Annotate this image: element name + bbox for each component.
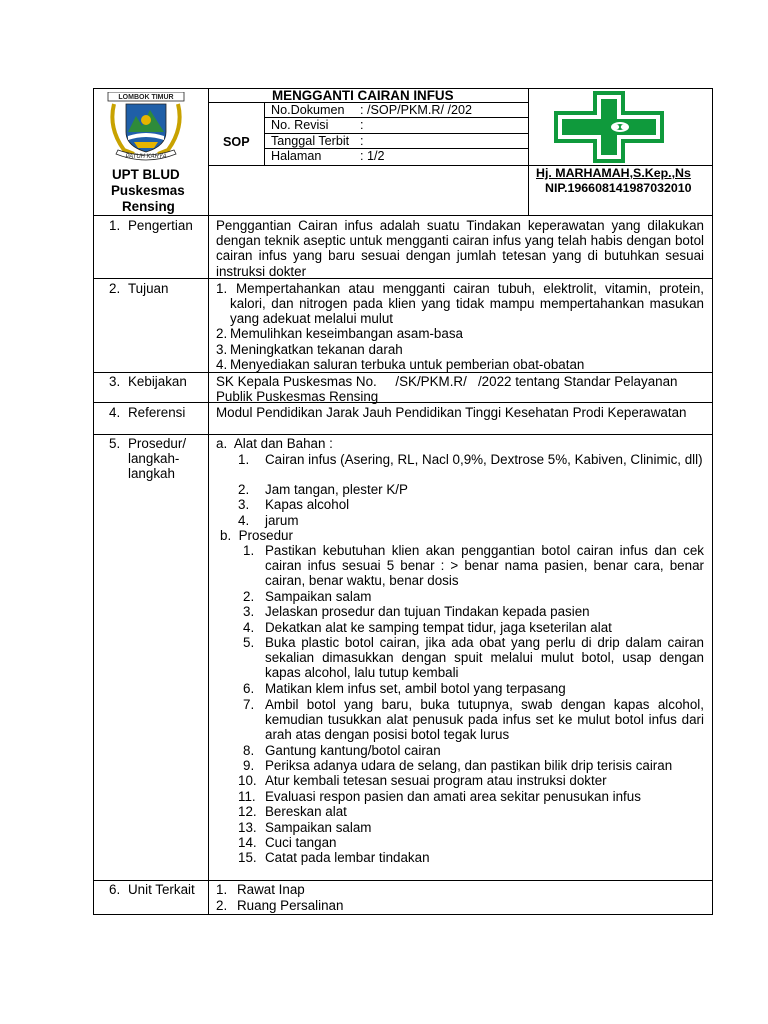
step-item: Cuci tangan xyxy=(265,835,337,850)
list-item: Menyediakan saluran terbuka untuk pemberian obat-obatan xyxy=(230,357,585,372)
step-number: 2. xyxy=(243,589,255,604)
list-item: Jam tangan, plester K/P xyxy=(265,482,408,497)
doc-field-value: : /SOP/PKM.R/ /202 xyxy=(360,103,472,117)
step-number: 11. xyxy=(238,789,256,804)
list-item: Mempertahankan atau mengganti cairan tubuh, elektrolit, vitamin, protein, kalori, dan nitrogen pada klien yang tidak mampu mempertahankan masukan yang adekuat melalui mulut xyxy=(230,281,704,327)
doc-field-label: No. Revisi xyxy=(271,118,329,132)
list-item: Memulihkan keseimbangan asam-basa xyxy=(230,326,463,341)
step-number: 13. xyxy=(238,820,257,835)
section-label-line: langkah xyxy=(128,466,175,481)
doc-field-value: : xyxy=(360,134,364,148)
org-line-3: Rensing xyxy=(122,199,175,214)
doc-field-value: : xyxy=(360,118,364,132)
step-item: Sampaikan salam xyxy=(265,820,372,835)
step-item: Ambil botol yang baru, buka tutupnya, swab dengan kapas alcohol, kemudian tusukkan alat penusuk pada infus set ke mulut botol infus dari arah atas dengan posisi botol tegak lurus xyxy=(265,697,704,743)
list-number: 1. xyxy=(216,882,228,897)
section-number: 4. xyxy=(109,405,121,420)
doc-field-value: : 1/2 xyxy=(360,149,385,163)
step-number: 9. xyxy=(243,758,255,773)
list-number: 4. xyxy=(216,357,228,372)
logo-ribbon-text: PATUH KARYA xyxy=(125,154,167,160)
doc-field-label: Tanggal Terbit xyxy=(271,134,350,148)
list-number: 2. xyxy=(216,898,228,913)
section-number: 3. xyxy=(109,374,121,389)
list-item: Rawat Inap xyxy=(237,882,305,897)
step-number: 8. xyxy=(243,743,255,758)
step-number: 3. xyxy=(243,604,255,619)
subheading-alat: a. Alat dan Bahan : xyxy=(216,436,333,451)
section-label: Kebijakan xyxy=(128,374,187,389)
section-number: 5. xyxy=(109,436,121,451)
section-label: Referensi xyxy=(128,405,186,420)
regional-seal-logo xyxy=(104,92,188,166)
step-number: 6. xyxy=(243,681,255,696)
list-item: Kapas alcohol xyxy=(265,497,350,512)
doc-field-label: Halaman xyxy=(271,149,322,163)
puskesmas-cross-logo xyxy=(554,91,664,163)
step-number: 7. xyxy=(243,697,255,712)
step-number: 1. xyxy=(243,543,255,558)
step-number: 15. xyxy=(238,850,257,865)
org-line-2: Puskesmas xyxy=(111,183,185,198)
list-item: jarum xyxy=(265,513,299,528)
list-number: 3. xyxy=(216,342,228,357)
section-label: Pengertian xyxy=(128,218,193,233)
section-number: 1. xyxy=(109,218,121,233)
section-label: Tujuan xyxy=(128,281,169,296)
step-item: Buka plastic botol cairan, jika ada obat yang perlu di drip dalam cairan sekalian dimasukkan dengan spuit melalui mulut botol, usap dengan kapas alcohol, lalu tutup kembali xyxy=(265,635,704,681)
section-label-line: Prosedur/ xyxy=(128,436,187,451)
step-number: 4. xyxy=(243,620,255,635)
step-item: Matikan klem infus set, ambil botol yang terpasang xyxy=(265,681,566,696)
section-text-line: SK Kepala Puskesmas No. /SK/PKM.R/ /2022 tentang Standar Pelayanan xyxy=(216,374,678,389)
signer-nip: NIP.196608141987032010 xyxy=(545,181,692,195)
step-number: 12. xyxy=(238,804,257,819)
section-label-line: langkah- xyxy=(128,451,180,466)
step-item: Catat pada lembar tindakan xyxy=(265,850,430,865)
section-number: 6. xyxy=(109,882,121,897)
signer-name: Hj. MARHAMAH,S.Kep.,Ns xyxy=(536,166,691,180)
subheading-prosedur: b. Prosedur xyxy=(220,528,293,543)
org-line-1: UPT BLUD xyxy=(112,167,180,182)
list-item: Ruang Persalinan xyxy=(237,898,344,913)
logo-top-text: LOMBOK TIMUR xyxy=(118,94,174,101)
step-number: 14. xyxy=(238,835,257,850)
section-number: 2. xyxy=(109,281,121,296)
list-number: 2. xyxy=(216,326,228,341)
list-item: Meningkatkan tekanan darah xyxy=(230,342,403,357)
step-item: Dekatkan alat ke samping tempat tidur, jaga kseterilan alat xyxy=(265,620,612,635)
step-item: Atur kembali tetesan sesuai program atau instruksi dokter xyxy=(265,773,607,788)
section-text: Penggantian Cairan infus adalah suatu Tindakan keperawatan yang dilakukan dengan teknik aseptic untuk mengganti cairan infus yang telah habis dengan botol cairan infus yang baru sesuai dengan jumlah tetesan yang di butuhkan sesuai instruksi dokter xyxy=(216,218,704,279)
step-item: Evaluasi respon pasien dan amati area sekitar penusukan infus xyxy=(265,789,641,804)
sop-label: SOP xyxy=(223,135,250,149)
list-number: 3. xyxy=(238,497,250,512)
list-number: 1. xyxy=(216,281,228,296)
list-number: 4. xyxy=(238,513,250,528)
step-item: Pastikan kebutuhan klien akan penggantian botol cairan infus dan cek cairan infus sesuai 5 benar : > benar nama pasien, benar cara, benar cairan, benar waktu, benar dosis xyxy=(265,543,704,589)
section-text: Modul Pendidikan Jarak Jauh Pendidikan Tinggi Kesehatan Prodi Keperawatan xyxy=(216,405,687,420)
step-item: Gantung kantung/botol cairan xyxy=(265,743,441,758)
section-text-line: Publik Puskesmas Rensing xyxy=(216,389,379,404)
document-title: MENGGANTI CAIRAN INFUS xyxy=(272,88,454,103)
step-item: Periksa adanya udara de selang, dan pastikan bilik drip terisis cairan xyxy=(265,758,673,773)
step-item: Bereskan alat xyxy=(265,804,347,819)
step-item: Jelaskan prosedur dan tujuan Tindakan kepada pasien xyxy=(265,604,590,619)
list-number: 2. xyxy=(238,482,250,497)
list-item: Cairan infus (Asering, RL, Nacl 0,9%, Dextrose 5%, Kabiven, Clinimic, dll) xyxy=(265,452,703,467)
step-number: 10. xyxy=(238,773,257,788)
list-number: 1. xyxy=(238,452,250,467)
doc-field-label: No.Dokumen xyxy=(271,103,345,117)
step-item: Sampaikan salam xyxy=(265,589,372,604)
step-number: 5. xyxy=(243,635,255,650)
section-label: Unit Terkait xyxy=(128,882,195,897)
